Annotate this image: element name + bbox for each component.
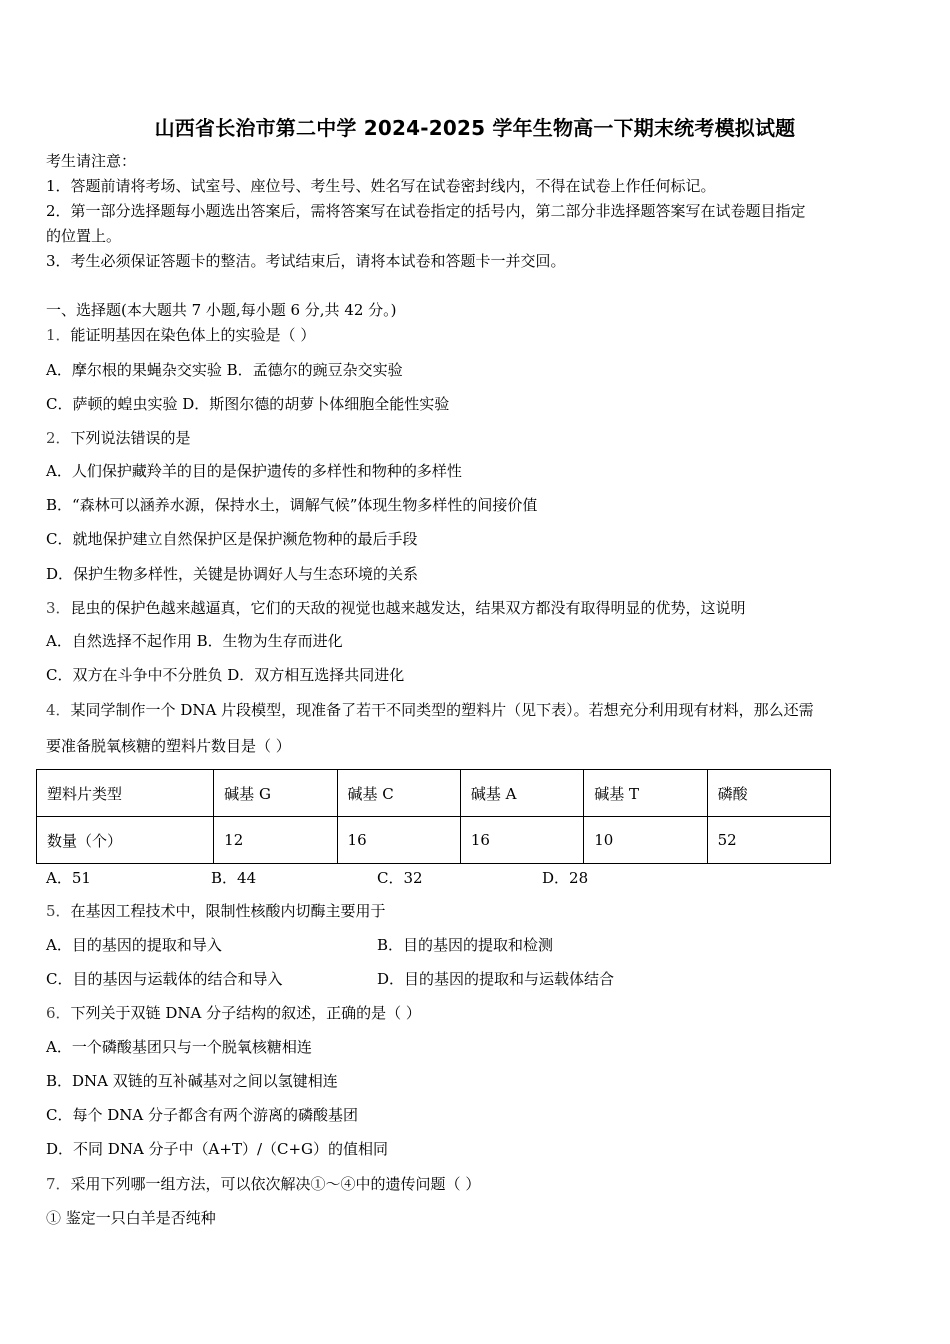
question-number: 1． [46, 326, 71, 344]
table-cell: 16 [460, 817, 583, 864]
question-6 [46, 1003, 421, 1023]
question-stem: 下列说法错误的是 [70, 429, 191, 447]
q4-option-d: D．28 [542, 869, 589, 887]
question-stem: 在基因工程技术中，限制性核酸内切酶主要用于 [70, 902, 386, 920]
question-stem: 采用下列哪一组方法，可以依次解决①～④中的遗传问题（ ） [70, 1175, 481, 1193]
q3-options-line-1: A．自然选择不起作用 B．生物为生存而进化 [46, 632, 343, 650]
table-cell: 数量（个） [37, 817, 214, 864]
question-number: 7． [46, 1175, 71, 1193]
q4-option-c: C．32 [377, 869, 423, 887]
notice-heading: 考生请注意： [46, 152, 137, 170]
table-cell: 52 [707, 817, 830, 864]
notice-item-3: 3．考生必须保证答题卡的整洁。考试结束后，请将本试卷和答题卡一并交回。 [46, 252, 566, 270]
q5-option-a: A．目的基因的提取和导入 [46, 936, 222, 954]
question-number: 3． [46, 599, 71, 617]
table-cell: 塑料片类型 [37, 770, 214, 817]
table-cell: 16 [337, 817, 460, 864]
q6-option-d: D．不同 DNA 分子中（A+T）/（C+G）的值相同 [46, 1140, 389, 1158]
notice-item-2: 2．第一部分选择题每小题选出答案后，需将答案写在试卷指定的括号内，第二部分非选择题答案写在试卷题目指定 [46, 202, 806, 220]
q1-options-line-1: A．摩尔根的果蝇杂交实验 B．孟德尔的豌豆杂交实验 [46, 361, 403, 379]
q4-stem-cont: 要准备脱氧核糖的塑料片数目是（ ） [46, 737, 291, 755]
question-7 [46, 1174, 480, 1194]
q2-option-c: C．就地保护建立自然保护区是保护濒危物种的最后手段 [46, 530, 418, 548]
notice-item-2-cont: 的位置上。 [46, 227, 122, 245]
question-stem: 某同学制作一个 DNA 片段模型，现准备了若干不同类型的塑料片（见下表）。若想充分利用现有材料，那么还需 [70, 701, 814, 719]
table-cell: 碱基 C [337, 770, 460, 817]
question-number: 5． [46, 902, 71, 920]
q1-options-line-2: C．萨顿的蝗虫实验 D．斯图尔德的胡萝卜体细胞全能性实验 [46, 395, 450, 413]
q2-option-a: A．人们保护藏羚羊的目的是保护遗传的多样性和物种的多样性 [46, 462, 462, 480]
table-cell: 12 [214, 817, 337, 864]
question-number: 4． [46, 701, 71, 719]
materials-table [36, 769, 831, 864]
q4-option-b: B．44 [211, 869, 257, 887]
page-title: 山西省长治市第二中学 2024-2025 学年生物高一下期末统考模拟试题 [154, 116, 796, 140]
question-stem: 能证明基因在染色体上的实验是（ ） [70, 326, 316, 344]
question-4 [46, 700, 814, 720]
table-header-row [37, 770, 831, 817]
table-cell: 磷酸 [707, 770, 830, 817]
q4-option-a: A．51 [46, 869, 91, 887]
table-cell: 10 [584, 817, 707, 864]
question-2 [46, 428, 191, 448]
notice-item-1: 1．答题前请将考场、试室号、座位号、考生号、姓名写在试卷密封线内，不得在试卷上作任何标记。 [46, 177, 716, 195]
question-stem: 下列关于双链 DNA 分子结构的叙述，正确的是（ ） [70, 1004, 421, 1022]
q2-option-d: D．保护生物多样性，关键是协调好人与生态环境的关系 [46, 565, 419, 583]
q2-option-b: B．“森林可以涵养水源，保持水土，调解气候”体现生物多样性的间接价值 [46, 496, 538, 514]
q3-options-line-2: C．双方在斗争中不分胜负 D．双方相互选择共同进化 [46, 666, 405, 684]
section-heading: 一、选择题(本大题共 7 小题,每小题 6 分,共 42 分。) [46, 301, 397, 319]
table-cell: 碱基 T [584, 770, 707, 817]
question-number: 2． [46, 429, 71, 447]
q7-item-1: ① 鉴定一只白羊是否纯种 [46, 1209, 216, 1227]
question-5 [46, 901, 386, 921]
table-cell: 碱基 A [460, 770, 583, 817]
question-stem: 昆虫的保护色越来越逼真，它们的天敌的视觉也越来越发达，结果双方都没有取得明显的优势，这说明 [70, 599, 746, 617]
table-row [37, 817, 831, 864]
question-3 [46, 598, 746, 618]
q6-option-b: B．DNA 双链的互补碱基对之间以氢键相连 [46, 1072, 338, 1090]
question-1 [46, 325, 315, 345]
q5-option-c: C．目的基因与运载体的结合和导入 [46, 970, 283, 988]
table-cell: 碱基 G [214, 770, 337, 817]
q6-option-c: C．每个 DNA 分子都含有两个游离的磷酸基团 [46, 1106, 358, 1124]
q5-option-d: D．目的基因的提取和与运载体结合 [377, 970, 615, 988]
q5-option-b: B．目的基因的提取和检测 [377, 936, 554, 954]
q6-option-a: A．一个磷酸基团只与一个脱氧核糖相连 [46, 1038, 312, 1056]
question-number: 6． [46, 1004, 71, 1022]
